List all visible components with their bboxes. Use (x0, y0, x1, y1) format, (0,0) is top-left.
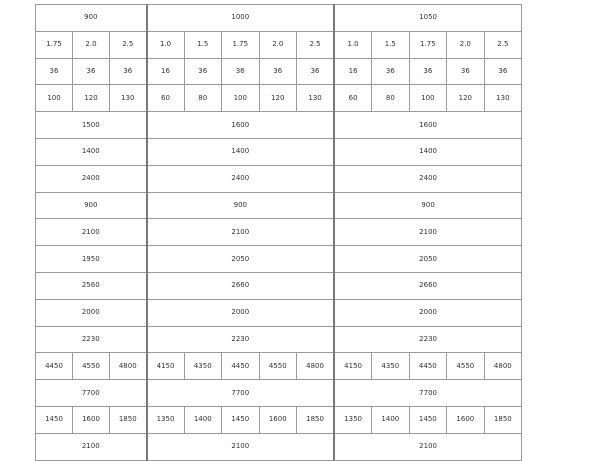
table-row (36, 192, 522, 219)
table-row (36, 433, 522, 460)
table-cell: 4550 (259, 353, 297, 380)
merged-cell: 2100 (334, 433, 522, 460)
table-row (36, 112, 522, 139)
table-cell: 4800 (110, 353, 147, 380)
merged-cell: 2100 (147, 433, 335, 460)
merged-cell: 2660 (334, 272, 522, 299)
table-cell: 1450 (222, 406, 260, 433)
table-cell: 100 (409, 85, 447, 112)
table-cell: 1450 (36, 406, 73, 433)
table-cell: 1450 (409, 406, 447, 433)
table-cell: 100 (222, 85, 260, 112)
table-cell: 130 (110, 85, 147, 112)
table-cell: 1600 (447, 406, 485, 433)
merged-cell: 900 (36, 192, 147, 219)
table-row (36, 85, 522, 112)
table-cell: 36 (372, 58, 410, 85)
merged-cell: 900 (147, 192, 335, 219)
table-cell: 1.5 (184, 31, 222, 58)
table-cell: 4550 (73, 353, 110, 380)
table-cell: 36 (409, 58, 447, 85)
table-row (36, 326, 522, 353)
table-cell: 4800 (297, 353, 335, 380)
table-row (36, 31, 522, 58)
table-cell: 36 (36, 58, 73, 85)
table-cell: 36 (184, 58, 222, 85)
table-row (36, 406, 522, 433)
table-cell: 4350 (184, 353, 222, 380)
merged-cell: 2230 (147, 326, 335, 353)
table-cell: 36 (222, 58, 260, 85)
merged-cell: 2100 (147, 219, 335, 246)
merged-cell: 2660 (147, 272, 335, 299)
table-cell: 4800 (484, 353, 522, 380)
table-cell: 4550 (447, 353, 485, 380)
merged-cell: 1500 (36, 112, 147, 139)
table-cell: 16 (334, 58, 372, 85)
merged-cell: 7700 (334, 380, 522, 407)
table-cell: 4150 (147, 353, 185, 380)
table-cell: 1850 (110, 406, 147, 433)
table-cell: 16 (147, 58, 185, 85)
table-cell: 36 (73, 58, 110, 85)
table-cell: 1.75 (409, 31, 447, 58)
table-cell: 36 (110, 58, 147, 85)
table-cell: 1600 (259, 406, 297, 433)
merged-cell: 1400 (147, 138, 335, 165)
table-cell: 60 (147, 85, 185, 112)
table-cell: 80 (184, 85, 222, 112)
table-cell: 1850 (484, 406, 522, 433)
table-cell: 2.0 (73, 31, 110, 58)
merged-cell: 2230 (334, 326, 522, 353)
table-row (36, 219, 522, 246)
table-cell: 1850 (297, 406, 335, 433)
table-cell: 4150 (334, 353, 372, 380)
table-row (36, 380, 522, 407)
merged-cell: 1600 (334, 112, 522, 139)
merged-cell: 2050 (334, 246, 522, 273)
table-cell: 2.0 (259, 31, 297, 58)
table-cell: 1.75 (222, 31, 260, 58)
merged-cell: 2000 (334, 299, 522, 326)
merged-cell: 900 (334, 192, 522, 219)
table-cell: 1400 (184, 406, 222, 433)
table-cell: 1.0 (334, 31, 372, 58)
spec-table-body (36, 5, 522, 461)
table-row (36, 246, 522, 273)
table-cell: 120 (447, 85, 485, 112)
table-cell: 1.75 (36, 31, 73, 58)
table-cell: 4450 (222, 353, 260, 380)
table-cell: 80 (372, 85, 410, 112)
table-cell: 60 (334, 85, 372, 112)
table-cell: 1350 (334, 406, 372, 433)
table-cell: 2.5 (484, 31, 522, 58)
merged-cell: 2560 (36, 272, 147, 299)
table-cell: 4450 (36, 353, 73, 380)
merged-cell: 1950 (36, 246, 147, 273)
table-cell: 2.5 (297, 31, 335, 58)
table-cell: 1600 (73, 406, 110, 433)
group-header-cell: 1050 (334, 5, 522, 32)
table-row (36, 353, 522, 380)
table-row (36, 272, 522, 299)
table-row (36, 165, 522, 192)
table-cell: 120 (73, 85, 110, 112)
merged-cell: 2230 (36, 326, 147, 353)
table-cell: 4350 (372, 353, 410, 380)
table-cell: 36 (484, 58, 522, 85)
table-cell: 1.0 (147, 31, 185, 58)
merged-cell: 7700 (147, 380, 335, 407)
table-cell: 120 (259, 85, 297, 112)
table-cell: 1.5 (372, 31, 410, 58)
table-cell: 36 (447, 58, 485, 85)
merged-cell: 2100 (36, 433, 147, 460)
merged-cell: 1600 (147, 112, 335, 139)
merged-cell: 7700 (36, 380, 147, 407)
merged-cell: 2000 (147, 299, 335, 326)
table-cell: 130 (484, 85, 522, 112)
merged-cell: 1400 (334, 138, 522, 165)
table-cell: 1350 (147, 406, 185, 433)
merged-cell: 2400 (147, 165, 335, 192)
table-cell: 130 (297, 85, 335, 112)
merged-cell: 2400 (36, 165, 147, 192)
table-cell: 36 (259, 58, 297, 85)
merged-cell: 2400 (334, 165, 522, 192)
table-row (36, 138, 522, 165)
merged-cell: 1400 (36, 138, 147, 165)
merged-cell: 2050 (147, 246, 335, 273)
group-header-row (36, 5, 522, 32)
table-cell: 2.0 (447, 31, 485, 58)
table-cell: 1400 (372, 406, 410, 433)
table-row (36, 299, 522, 326)
table-cell: 4450 (409, 353, 447, 380)
merged-cell: 2000 (36, 299, 147, 326)
merged-cell: 2100 (334, 219, 522, 246)
table-cell: 36 (297, 58, 335, 85)
merged-cell: 2100 (36, 219, 147, 246)
spec-table (35, 4, 522, 461)
table-cell: 100 (36, 85, 73, 112)
group-header-cell: 1000 (147, 5, 335, 32)
table-row (36, 58, 522, 85)
group-header-cell: 900 (36, 5, 147, 32)
table-cell: 2.5 (110, 31, 147, 58)
